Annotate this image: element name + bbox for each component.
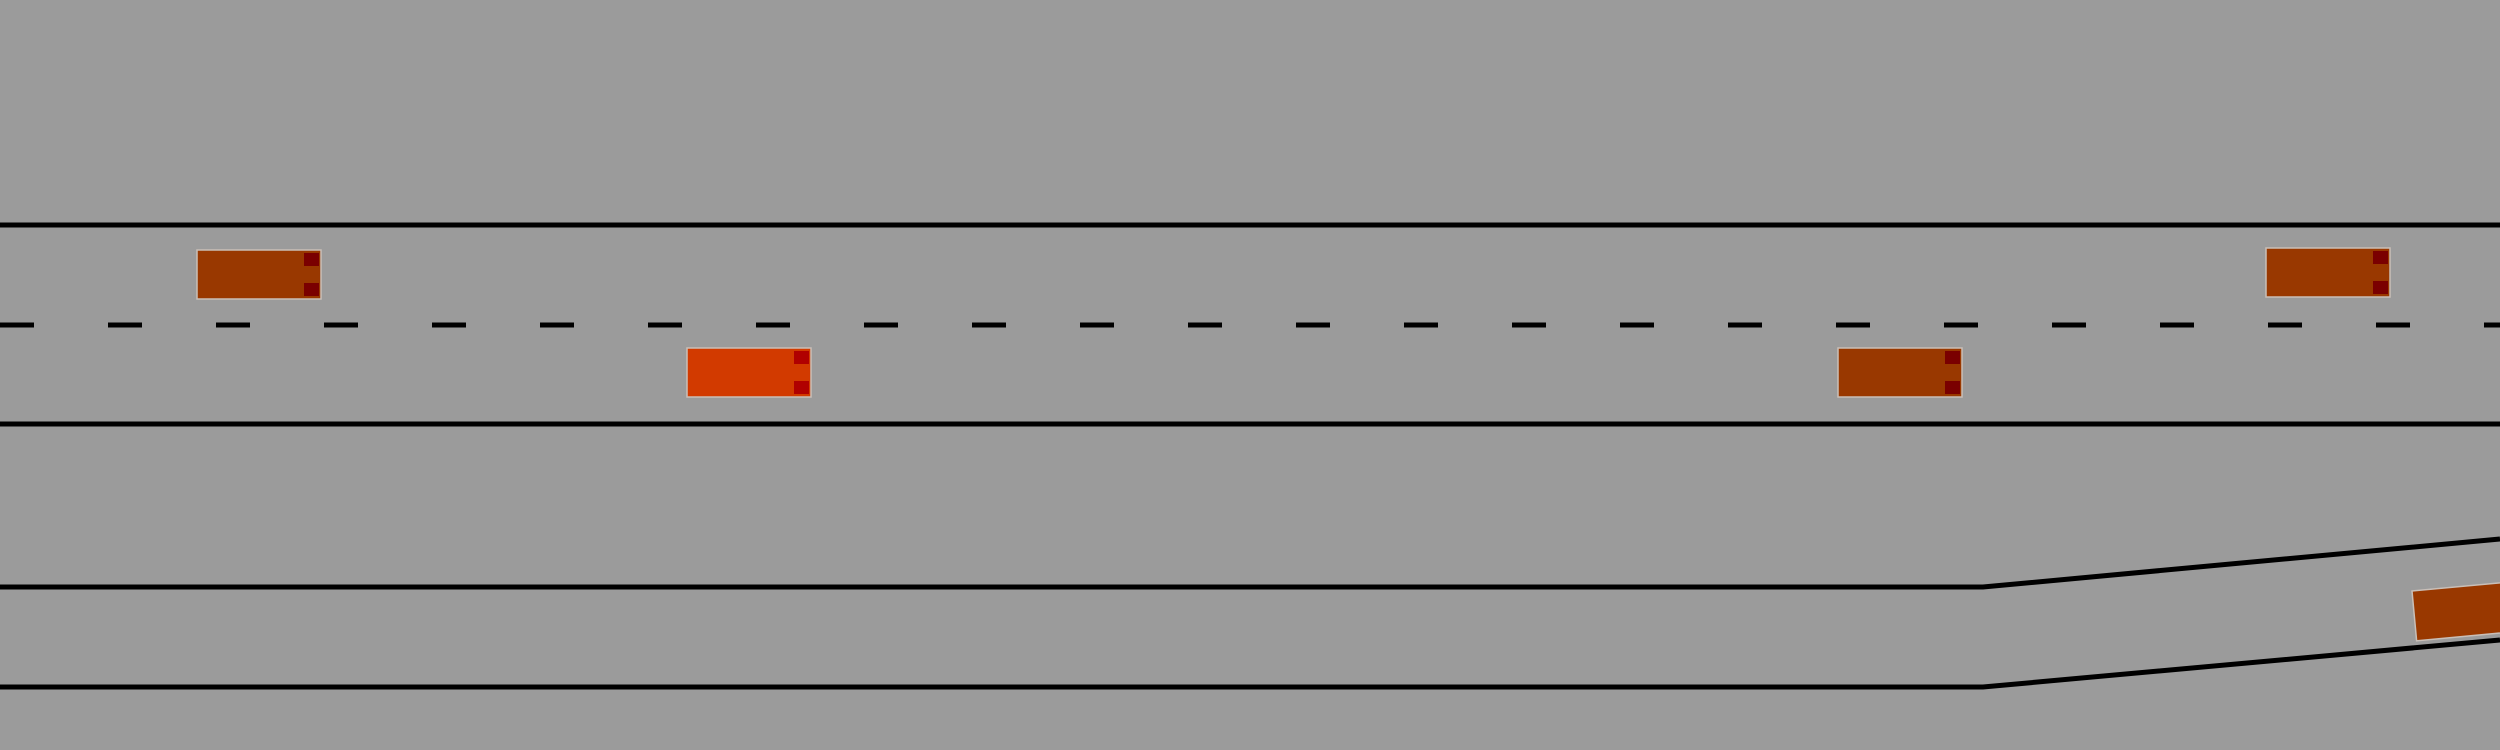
tail-light xyxy=(304,253,319,266)
tail-light xyxy=(304,283,319,296)
merge-lane-bottom-edge-line xyxy=(0,640,2500,687)
vehicles xyxy=(197,248,2500,641)
merge-lane-top-edge-line xyxy=(0,539,2500,587)
tail-light xyxy=(794,381,809,394)
ego-vehicle xyxy=(687,348,811,397)
other-vehicle xyxy=(2266,248,2390,297)
merge-lane xyxy=(0,539,2500,687)
tail-light xyxy=(1945,381,1960,394)
main-road xyxy=(0,225,2500,424)
vehicle-body xyxy=(2266,248,2390,297)
tail-light xyxy=(794,351,809,364)
other-vehicle xyxy=(2412,580,2500,641)
vehicle-body xyxy=(197,250,321,299)
tail-light xyxy=(2373,251,2388,264)
vehicle-body xyxy=(687,348,811,397)
tail-light xyxy=(1945,351,1960,364)
other-vehicle xyxy=(1838,348,1962,397)
vehicle-body xyxy=(2412,580,2500,641)
tail-light xyxy=(2373,281,2388,294)
other-vehicle xyxy=(197,250,321,299)
vehicle-body xyxy=(1838,348,1962,397)
